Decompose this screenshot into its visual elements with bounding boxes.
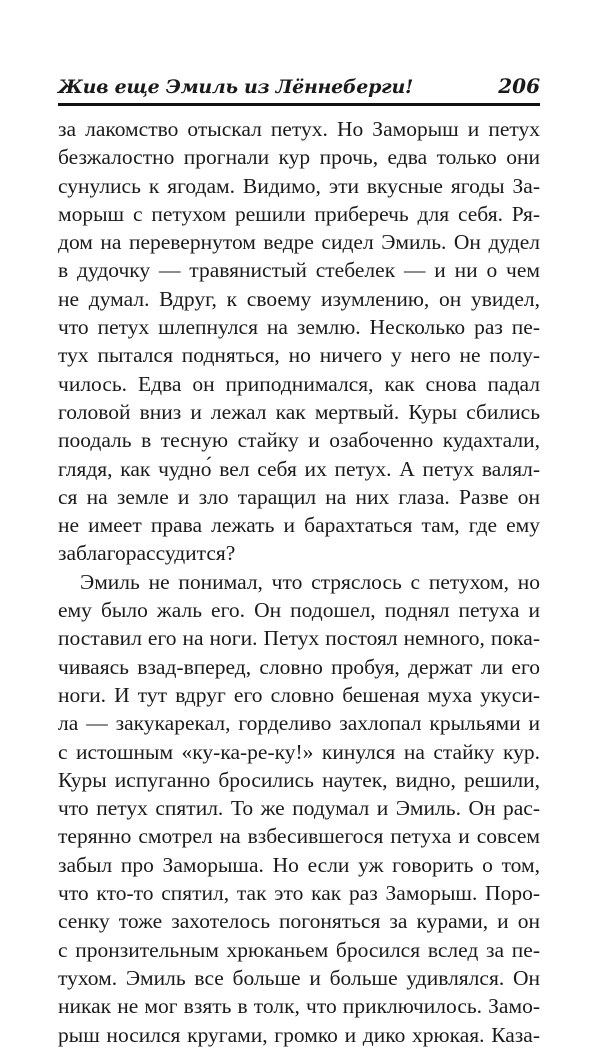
text-line: терянно смотрел на взбесившегося петуха и совсем bbox=[58, 824, 540, 849]
text-line: ноги. И тут вдруг его словно бешеная муха укуси- bbox=[58, 682, 540, 707]
text-line: не думал. Вдруг, к своему изумлению, он увидел, bbox=[58, 286, 540, 311]
text-line: не имеет права лежать и барахтаться там, где ему bbox=[58, 513, 540, 538]
text-line: заблагорассудится? bbox=[58, 541, 236, 566]
text-line: поставил его на ноги. Петух постоял немного, пока- bbox=[58, 626, 540, 651]
running-title: Жив еще Эмиль из Лённеберги! bbox=[58, 76, 413, 98]
text-line: сенку тоже захотелось погоняться за курами, и он bbox=[58, 909, 540, 934]
page-body-text bbox=[58, 115, 540, 1049]
text-line: дом на перевернутом ведре сидел Эмиль. Он дудел bbox=[58, 230, 540, 255]
text-line: Эмиль не понимал, что стряслось с петухом, но bbox=[80, 569, 540, 594]
text-line: что кто-то спятил, так это как раз Заморыш. Поро- bbox=[58, 881, 540, 906]
text-line: поодаль в тесную стайку и озабоченно кудахтали, bbox=[58, 428, 540, 453]
text-line: Куры испуганно бросились наутек, видно, решили, bbox=[58, 767, 540, 792]
running-header bbox=[58, 70, 540, 106]
text-line: что петух шлепнулся на землю. Несколько раз пе- bbox=[58, 315, 540, 340]
text-line: головой вниз и лежал как мертвый. Куры сбились bbox=[58, 399, 540, 424]
text-line: что петух спятил. То же подумал и Эмиль. Он рас- bbox=[58, 796, 540, 821]
text-line: чиваясь взад-вперед, словно пробуя, держат ли его bbox=[58, 654, 540, 679]
text-line: с пронзительным хрюканьем бросился вслед за пе- bbox=[58, 937, 540, 962]
text-line: ла — закукарекал, горделиво захлопал крыльями и bbox=[58, 711, 540, 736]
text-line: за лакомство отыскал петух. Но Заморыш и петух bbox=[58, 117, 540, 141]
text-line: тух пытался подняться, но ничего у него не полу- bbox=[58, 343, 540, 368]
text-line: тухом. Эмиль все больше и больше удивлялся. Он bbox=[58, 965, 540, 990]
text-line: чилось. Едва он приподнимался, как снова падал bbox=[58, 371, 540, 396]
text-line: глядя, как чудно́ вел себя их петух. А петух валял- bbox=[58, 456, 540, 481]
text-line: забыл про Заморыша. Но если уж говорить о том, bbox=[58, 852, 540, 877]
text-line: в дудочку — травянистый стебелек — и ни о чем bbox=[58, 258, 540, 283]
text-line: никак не мог взять в толк, что приключилось. Замо- bbox=[58, 994, 540, 1019]
text-line: с истошным «ку-ка-ре-ку!» кинулся на стайку кур. bbox=[58, 739, 540, 764]
text-line: рыш носился кругами, громко и дико хрюкая. Каза- bbox=[58, 1022, 540, 1047]
text-line: морыш с петухом решили приберечь для себя. Ря- bbox=[58, 201, 540, 226]
page-number: 206 bbox=[498, 74, 540, 98]
text-line: ему было жаль его. Он подошел, поднял петуха и bbox=[58, 598, 540, 623]
text-line: сунулись к ягодам. Видимо, эти вкусные ягоды За- bbox=[58, 173, 540, 198]
text-line: безжалостно прогнали кур прочь, едва только они bbox=[58, 145, 540, 170]
text-line: ся на земле и зло таращил на них глаза. Разве он bbox=[58, 484, 540, 509]
